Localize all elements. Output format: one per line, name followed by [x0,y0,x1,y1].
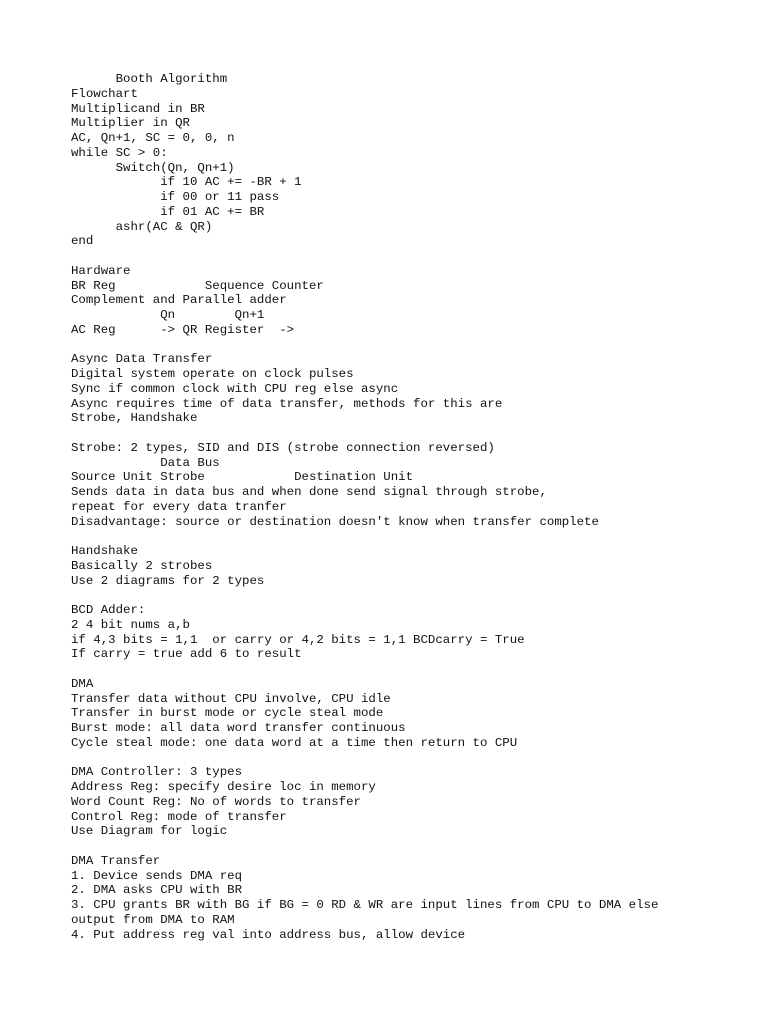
text-line: 2. DMA asks CPU with BR [71,883,243,898]
text-line: Qn Qn+1 [71,308,265,322]
text-line: DMA [71,676,94,691]
text-line: Async requires time of data transfer, methods for this are [71,396,503,411]
text-line [71,839,761,854]
text-line: Multiplicand in BR [71,101,205,116]
text-line: Source Unit Strobe Destination Unit [71,470,414,485]
text-line: BCD Adder: [71,603,146,617]
text-line: Complement and Parallel adder [71,293,287,308]
text-line: 1. Device sends DMA req [71,868,243,883]
text-line [71,588,761,603]
text-line: Basically 2 strobes [71,558,213,573]
text-line: repeat for every data tranfer [71,499,287,514]
text-line: 2 4 bit nums a,b [71,617,190,632]
text-line: Use Diagram for logic [71,824,228,839]
text-line: Booth Algorithm [71,72,228,86]
text-line [71,426,761,441]
document-body [71,72,761,942]
text-line: If carry = true add 6 to result [71,647,302,662]
text-line: Multiplier in QR [71,116,190,131]
text-line: ashr(AC & QR) [71,219,213,234]
text-line: Sync if common clock with CPU reg else async [71,381,399,396]
text-line: 4. Put address reg val into address bus, allow device [71,927,466,942]
text-line: Transfer data without CPU involve, CPU idle [71,691,391,706]
text-line: Switch(Qn, Qn+1) [71,160,235,175]
text-line: Strobe, Handshake [71,411,198,426]
text-line [71,338,761,353]
text-line: Cycle steal mode: one data word at a time then return to CPU [71,735,518,750]
text-line: DMA Controller: 3 types [71,765,243,780]
text-line: BR Reg Sequence Counter [71,278,324,293]
text-line: while SC > 0: [71,145,168,160]
text-line: DMA Transfer [71,853,161,868]
text-line: Address Reg: specify desire loc in memory [71,780,376,794]
text-line: output from DMA to RAM [71,912,235,927]
text-line: Hardware [71,263,131,278]
text-line: Transfer in burst mode or cycle steal mode [71,706,384,721]
text-line: if 4,3 bits = 1,1 or carry or 4,2 bits = 1,1 BCDcarry = True [71,632,525,647]
text-line: Burst mode: all data word transfer continuous [71,721,406,735]
text-line: end [71,234,94,249]
text-line: Use 2 diagrams for 2 types [71,573,265,588]
text-line: Control Reg: mode of transfer [71,809,287,824]
text-line: Word Count Reg: No of words to transfer [71,794,361,809]
text-line: Disadvantage: source or destination doesn't know when transfer complete [71,514,599,529]
text-line: 3. CPU grants BR with BG if BG = 0 RD & WR are input lines from CPU to DMA else [71,898,659,912]
text-line: AC, Qn+1, SC = 0, 0, n [71,131,235,145]
text-line: if 01 AC += BR [71,204,265,219]
text-line: Sends data in data bus and when done send signal through strobe, [71,485,547,499]
text-line: if 10 AC += -BR + 1 [71,175,302,190]
text-line: Async Data Transfer [71,352,213,367]
text-line [71,249,761,264]
text-line: Flowchart [71,86,138,101]
text-line: if 00 or 11 pass [71,190,280,204]
text-line [71,529,761,544]
text-line: Digital system operate on clock pulses [71,367,354,381]
text-line: AC Reg -> QR Register -> [71,322,295,337]
text-line [71,662,761,677]
text-line: Strobe: 2 types, SID and DIS (strobe connection reversed) [71,440,495,455]
text-line [71,751,761,766]
text-line: Data Bus [71,455,220,470]
text-line: Handshake [71,544,138,558]
